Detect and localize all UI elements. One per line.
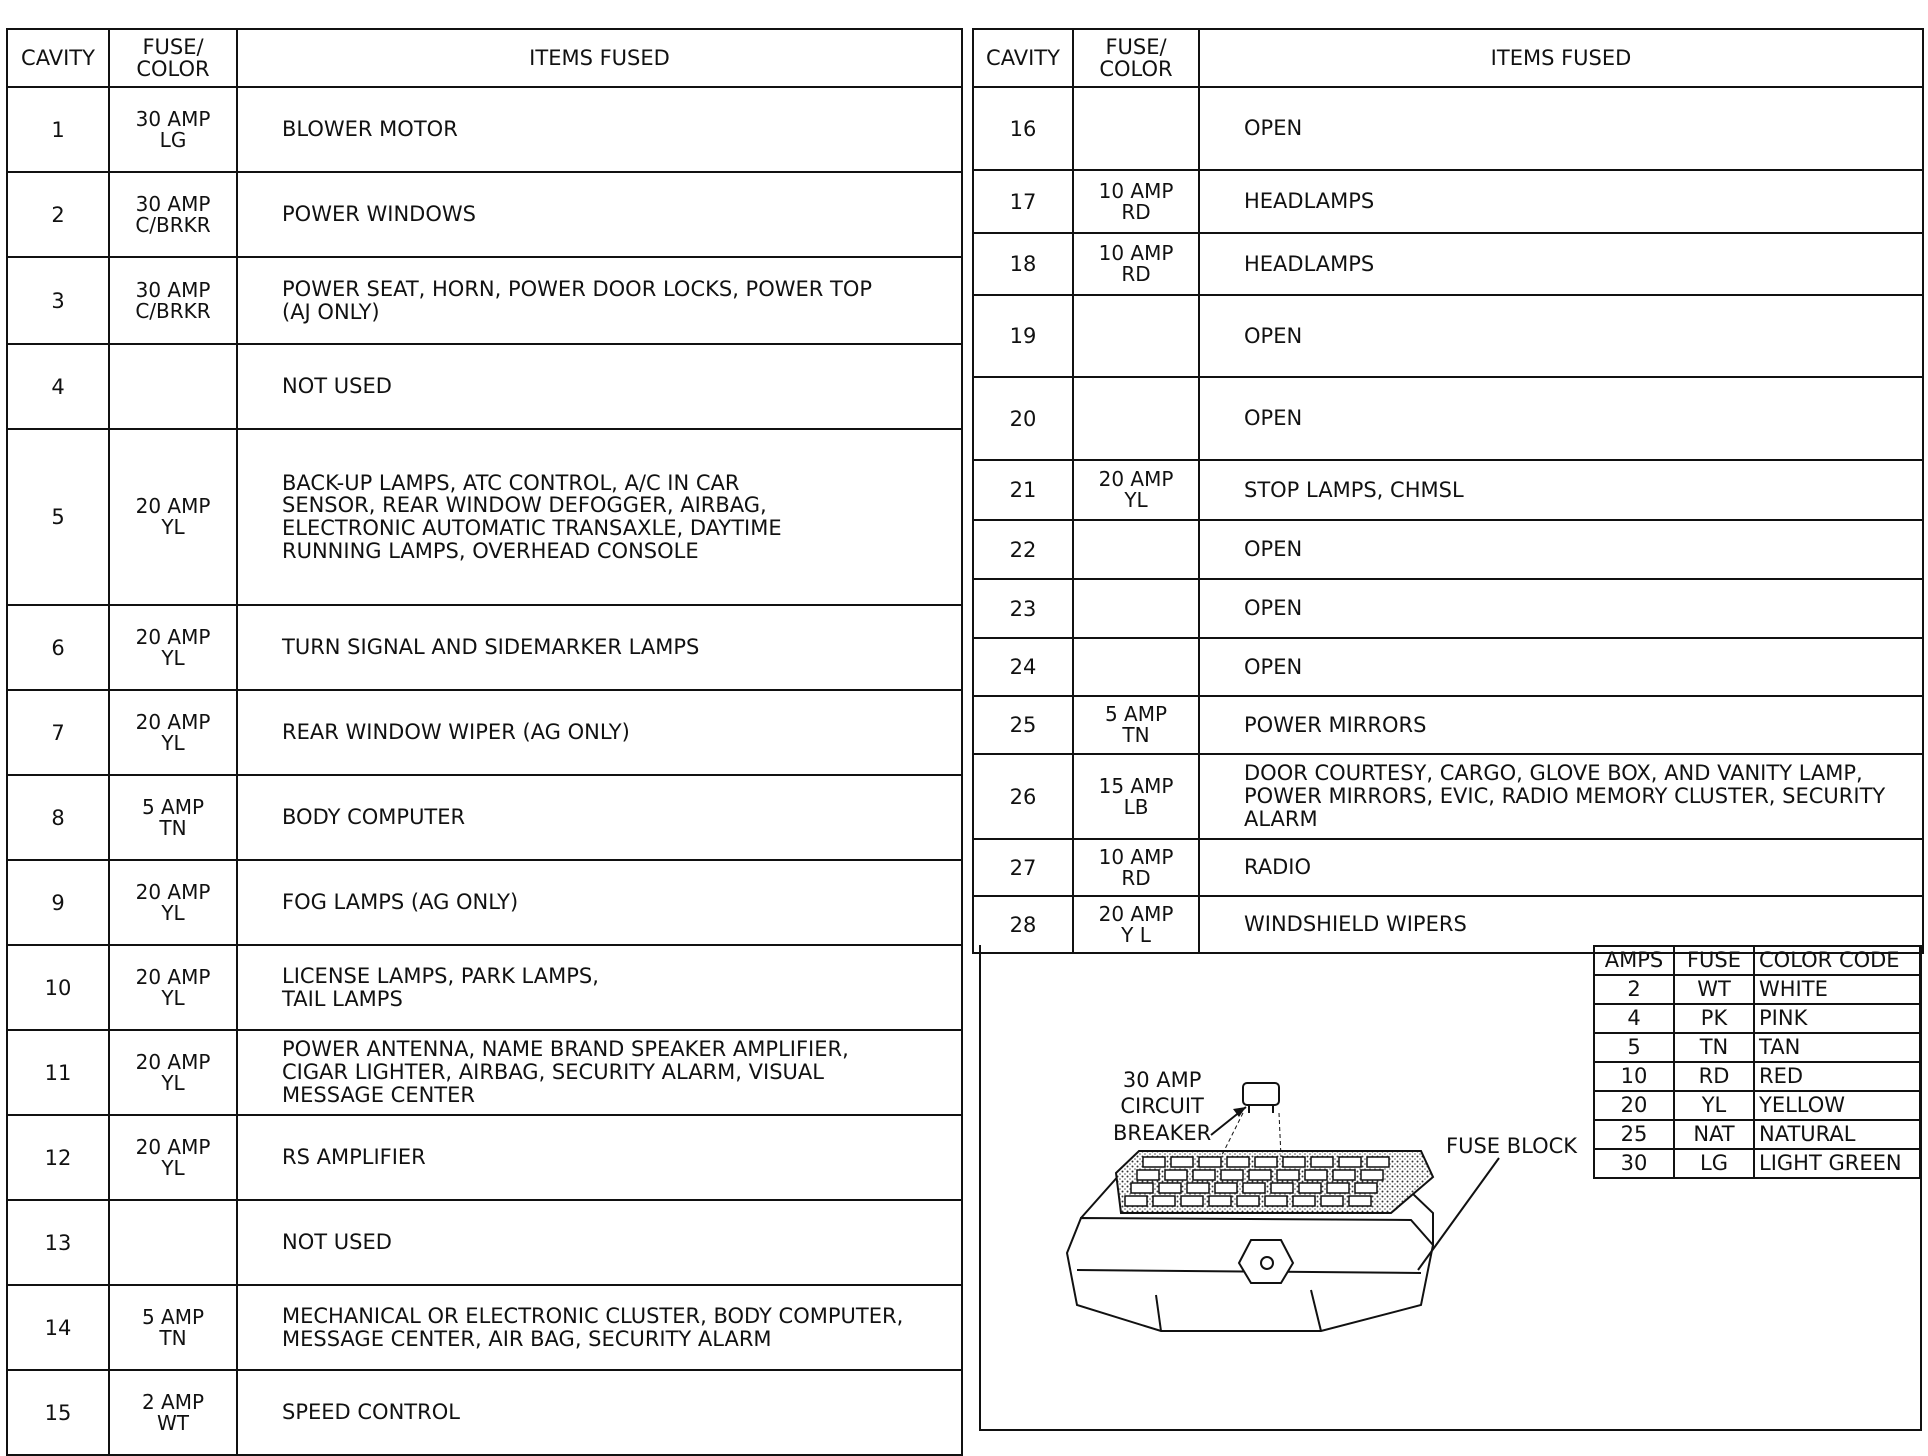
fuse-cavity (1181, 1196, 1203, 1206)
fuse-cell: 20 AMP YL (109, 429, 237, 605)
items-cell: NOT USED (237, 344, 962, 429)
items-cell: MECHANICAL OR ELECTRONIC CLUSTER, BODY COMPUTER, MESSAGE CENTER, AIR BAG, SECURITY ALARM (237, 1285, 962, 1370)
table-row (973, 696, 1923, 754)
cavity-cell: 6 (7, 605, 109, 690)
header-cavity: CAVITY (7, 29, 109, 87)
fuse-cavity (1215, 1183, 1237, 1193)
fuse-cell: 30 AMP C/BRKR (109, 172, 237, 257)
table-row (973, 170, 1923, 233)
items-cell: LICENSE LAMPS, PARK LAMPS, TAIL LAMPS (237, 945, 962, 1030)
fuse-cell: 30 AMP LG (109, 87, 237, 172)
legend-color: RED (1754, 1062, 1920, 1091)
cavity-cell: 3 (7, 257, 109, 344)
table-row (7, 172, 962, 257)
table-row (7, 605, 962, 690)
items-cell: DOOR COURTESY, CARGO, GLOVE BOX, AND VANITY LAMP, POWER MIRRORS, EVIC, RADIO MEMORY CLUSTER, SECURITY ALARM (1199, 754, 1923, 839)
legend-header-amps: AMPS (1594, 946, 1674, 975)
table-row (973, 754, 1923, 839)
cavity-cell: 18 (973, 233, 1073, 295)
table-header-row (7, 29, 962, 87)
legend-row (1594, 1120, 1920, 1149)
items-cell: BACK-UP LAMPS, ATC CONTROL, A/C IN CAR SENSOR, REAR WINDOW DEFOGGER, AIRBAG, ELECTRONIC AUTOMATIC TRANSAXLE, DAYTIME RUNNING LAMPS, OVERHEAD CONSOLE (237, 429, 962, 605)
fuse-cavity (1333, 1170, 1355, 1180)
fuse-cell: 20 AMP YL (109, 1030, 237, 1115)
cavity-cell: 20 (973, 377, 1073, 460)
legend-color: LIGHT GREEN (1754, 1149, 1920, 1178)
items-cell: RS AMPLIFIER (237, 1115, 962, 1200)
legend-amps: 25 (1594, 1120, 1674, 1149)
fuse-cavity (1339, 1157, 1361, 1167)
fuse-cell (109, 344, 237, 429)
fuse-cell: 10 AMP RD (1073, 839, 1199, 896)
items-cell: POWER WINDOWS (237, 172, 962, 257)
header-items-fused: ITEMS FUSED (1199, 29, 1923, 87)
legend-fuse: PK (1674, 1004, 1754, 1033)
fuse-cavity (1237, 1196, 1259, 1206)
items-cell: OPEN (1199, 638, 1923, 696)
fuse-cavity (1125, 1196, 1147, 1206)
table-row (973, 638, 1923, 696)
fuse-cell: 5 AMP TN (109, 775, 237, 860)
table-row (7, 1030, 962, 1115)
cavity-cell: 15 (7, 1370, 109, 1455)
table-row (7, 1200, 962, 1285)
color-code-legend (1593, 945, 1921, 1179)
legend-amps: 10 (1594, 1062, 1674, 1091)
circuit-breaker (1243, 1083, 1279, 1105)
fuse-cell: 2 AMP WT (109, 1370, 237, 1455)
items-cell: REAR WINDOW WIPER (AG ONLY) (237, 690, 962, 775)
legend-amps: 30 (1594, 1149, 1674, 1178)
fuse-cavity (1361, 1170, 1383, 1180)
items-cell: SPEED CONTROL (237, 1370, 962, 1455)
legend-color: YELLOW (1754, 1091, 1920, 1120)
items-cell: POWER MIRRORS (1199, 696, 1923, 754)
table-row (973, 295, 1923, 377)
legend-fuse: NAT (1674, 1120, 1754, 1149)
cavity-cell: 9 (7, 860, 109, 945)
table-row (7, 860, 962, 945)
fuse-table-right (972, 28, 1924, 954)
items-cell: RADIO (1199, 839, 1923, 896)
cavity-cell: 23 (973, 579, 1073, 638)
fuse-cavity (1137, 1170, 1159, 1180)
cavity-cell: 21 (973, 460, 1073, 520)
cavity-cell: 19 (973, 295, 1073, 377)
items-cell: OPEN (1199, 579, 1923, 638)
header-fuse-color: FUSE/ COLOR (1073, 29, 1199, 87)
cavity-cell: 4 (7, 344, 109, 429)
fuse-cavity (1255, 1157, 1277, 1167)
fuse-cell (1073, 377, 1199, 460)
legend-row (1594, 1149, 1920, 1178)
cavity-cell: 7 (7, 690, 109, 775)
table-row (7, 344, 962, 429)
fuse-block-label: FUSE BLOCK (1446, 1134, 1578, 1158)
cavity-cell: 14 (7, 1285, 109, 1370)
items-cell: OPEN (1199, 377, 1923, 460)
table-row (973, 87, 1923, 170)
fuse-cell: 30 AMP C/BRKR (109, 257, 237, 344)
items-cell: TURN SIGNAL AND SIDEMARKER LAMPS (237, 605, 962, 690)
fuse-cavity (1243, 1183, 1265, 1193)
legend-amps: 20 (1594, 1091, 1674, 1120)
table-header-row (973, 29, 1923, 87)
fuse-cavity (1159, 1183, 1181, 1193)
items-cell: OPEN (1199, 87, 1923, 170)
fuse-cavity (1355, 1183, 1377, 1193)
fuse-cell: 20 AMP Y L (1073, 896, 1199, 953)
cavity-cell: 10 (7, 945, 109, 1030)
cavity-cell: 16 (973, 87, 1073, 170)
fuse-cavity (1305, 1170, 1327, 1180)
fuse-cavity (1321, 1196, 1343, 1206)
table-row (973, 233, 1923, 295)
fuse-cell: 5 AMP TN (109, 1285, 237, 1370)
legend-color: TAN (1754, 1033, 1920, 1062)
legend-body (1594, 975, 1920, 1178)
fuse-cavity (1187, 1183, 1209, 1193)
table-row (973, 579, 1923, 638)
table-row (7, 945, 962, 1030)
header-items-fused: ITEMS FUSED (237, 29, 962, 87)
items-cell: HEADLAMPS (1199, 170, 1923, 233)
table-row (7, 775, 962, 860)
table-row (7, 1115, 962, 1200)
fuse-cavity (1293, 1196, 1315, 1206)
table-row (973, 839, 1923, 896)
fuse-cell: 20 AMP YL (109, 690, 237, 775)
fuse-cell: 20 AMP YL (109, 945, 237, 1030)
fuse-cell: 20 AMP YL (109, 1115, 237, 1200)
table-row (7, 429, 962, 605)
legend-row (1594, 975, 1920, 1004)
cavity-cell: 28 (973, 896, 1073, 953)
fuse-cavity (1349, 1196, 1371, 1206)
items-cell: POWER ANTENNA, NAME BRAND SPEAKER AMPLIFIER, CIGAR LIGHTER, AIRBAG, SECURITY ALARM, VISUAL MESSAGE CENTER (237, 1030, 962, 1115)
fuse-cell (109, 1200, 237, 1285)
left-table-body (7, 87, 962, 1455)
breaker-label: 30 AMP CIRCUIT BREAKER (1113, 1068, 1212, 1145)
cavity-cell: 2 (7, 172, 109, 257)
fuse-cell (1073, 520, 1199, 579)
legend-amps: 5 (1594, 1033, 1674, 1062)
fuse-cavity (1143, 1157, 1165, 1167)
legend-color: PINK (1754, 1004, 1920, 1033)
legend-fuse: LG (1674, 1149, 1754, 1178)
cavity-cell: 24 (973, 638, 1073, 696)
fuse-cavity (1367, 1157, 1389, 1167)
items-cell: FOG LAMPS (AG ONLY) (237, 860, 962, 945)
cavity-cell: 13 (7, 1200, 109, 1285)
fuse-cavity (1249, 1170, 1271, 1180)
items-cell: POWER SEAT, HORN, POWER DOOR LOCKS, POWER TOP (AJ ONLY) (237, 257, 962, 344)
fuse-cell (1073, 579, 1199, 638)
table-row (7, 87, 962, 172)
fuse-cell: 5 AMP TN (1073, 696, 1199, 754)
fuse-cavity (1171, 1157, 1193, 1167)
legend-row (1594, 1004, 1920, 1033)
cavity-cell: 5 (7, 429, 109, 605)
fuse-cell: 15 AMP LB (1073, 754, 1199, 839)
legend-fuse: RD (1674, 1062, 1754, 1091)
cavity-cell: 26 (973, 754, 1073, 839)
fuse-cavity (1311, 1157, 1333, 1167)
table-row (7, 1370, 962, 1455)
legend-fuse: WT (1674, 975, 1754, 1004)
fuse-cell: 20 AMP YL (1073, 460, 1199, 520)
table-row (7, 1285, 962, 1370)
cavity-cell: 25 (973, 696, 1073, 754)
cavity-cell: 17 (973, 170, 1073, 233)
fuse-cavity (1199, 1157, 1221, 1167)
header-cavity: CAVITY (973, 29, 1073, 87)
header-fuse-color: FUSE/ COLOR (109, 29, 237, 87)
table-row (7, 257, 962, 344)
legend-row (1594, 1062, 1920, 1091)
cavity-cell: 27 (973, 839, 1073, 896)
right-table-body (973, 87, 1923, 953)
fuse-cavity (1271, 1183, 1293, 1193)
fuse-cavity (1193, 1170, 1215, 1180)
items-cell: NOT USED (237, 1200, 962, 1285)
table-row (7, 690, 962, 775)
cavity-cell: 1 (7, 87, 109, 172)
cavity-cell: 22 (973, 520, 1073, 579)
legend-color: NATURAL (1754, 1120, 1920, 1149)
legend-header-color-code: COLOR CODE (1754, 946, 1920, 975)
legend-color: WHITE (1754, 975, 1920, 1004)
cavity-cell: 8 (7, 775, 109, 860)
cavity-cell: 11 (7, 1030, 109, 1115)
legend-header-fuse: FUSE (1674, 946, 1754, 975)
cavity-cell: 12 (7, 1115, 109, 1200)
fuse-cell: 20 AMP YL (109, 860, 237, 945)
fuse-cell: 20 AMP YL (109, 605, 237, 690)
fuse-cavity (1153, 1196, 1175, 1206)
items-cell: BLOWER MOTOR (237, 87, 962, 172)
items-cell: OPEN (1199, 295, 1923, 377)
table-row (973, 520, 1923, 579)
legend-header-row (1594, 946, 1920, 975)
legend-amps: 4 (1594, 1004, 1674, 1033)
fuse-table-left (6, 28, 963, 1456)
fuse-cavity (1165, 1170, 1187, 1180)
items-cell: OPEN (1199, 520, 1923, 579)
fuse-cavity (1299, 1183, 1321, 1193)
fuse-cell: 10 AMP RD (1073, 170, 1199, 233)
fuse-cell (1073, 295, 1199, 377)
table-row (973, 460, 1923, 520)
fuse-cell (1073, 87, 1199, 170)
fuse-cavity (1209, 1196, 1231, 1206)
legend-amps: 2 (1594, 975, 1674, 1004)
legend-row (1594, 1091, 1920, 1120)
fuse-cell (1073, 638, 1199, 696)
items-cell: WINDSHIELD WIPERS (1199, 896, 1923, 953)
fuse-cell: 10 AMP RD (1073, 233, 1199, 295)
fuse-cavity (1277, 1170, 1299, 1180)
legend-fuse: YL (1674, 1091, 1754, 1120)
items-cell: BODY COMPUTER (237, 775, 962, 860)
fuse-cavity (1227, 1157, 1249, 1167)
fuse-cavity (1131, 1183, 1153, 1193)
table-row (973, 377, 1923, 460)
fuse-cavity (1283, 1157, 1305, 1167)
items-cell: STOP LAMPS, CHMSL (1199, 460, 1923, 520)
items-cell: HEADLAMPS (1199, 233, 1923, 295)
fuse-cavity (1221, 1170, 1243, 1180)
fuse-cavity (1327, 1183, 1349, 1193)
legend-fuse: TN (1674, 1033, 1754, 1062)
legend-row (1594, 1033, 1920, 1062)
fuse-cavity (1265, 1196, 1287, 1206)
